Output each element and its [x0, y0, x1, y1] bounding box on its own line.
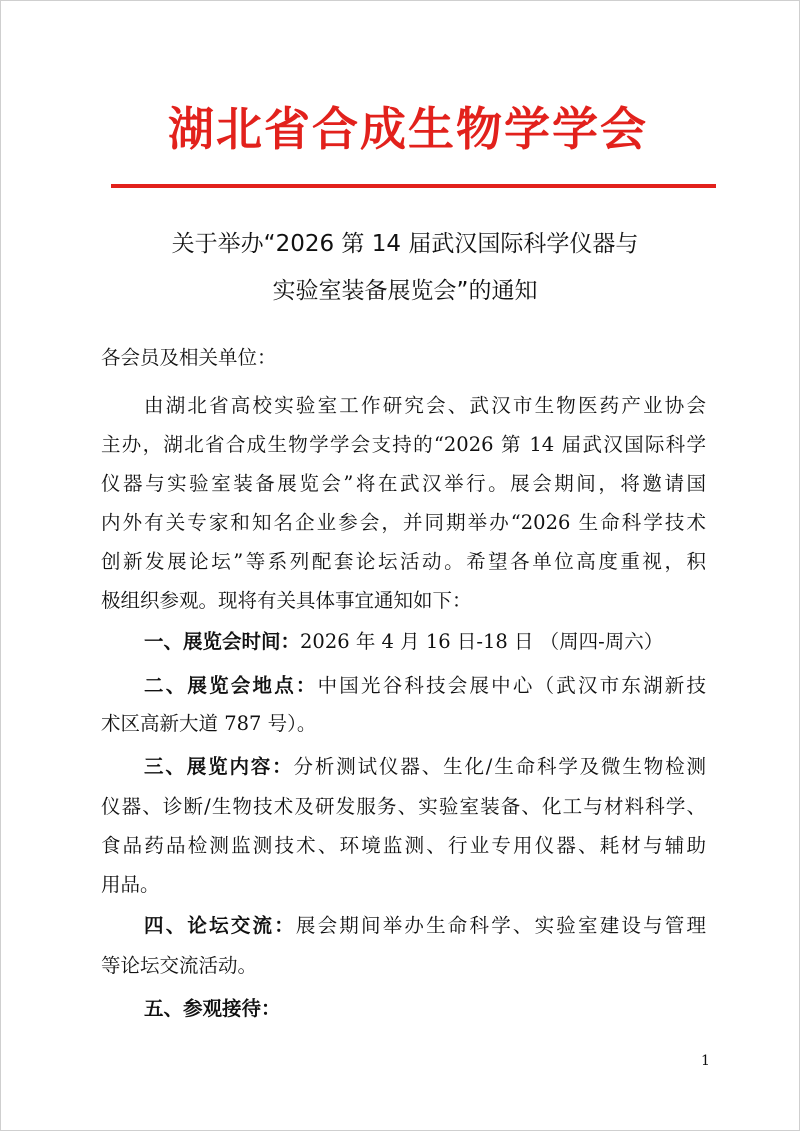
intro-line: 由湖北省高校实验室工作研究会、武汉市生物医药产业协会: [144, 394, 706, 417]
notice-title-line-2: 实验室装备展览会”的通知: [272, 278, 538, 304]
section-label: 一、展览会时间：: [144, 630, 301, 653]
intro-line: 主办，湖北省合成生物学学会支持的“2026 第 14 届武汉国际科学: [101, 433, 706, 456]
red-divider-line: [111, 184, 716, 188]
section-exhibition-venue: [144, 671, 706, 701]
section-text: 分析测试仪器、生化/生命科学及微生物检测: [293, 755, 706, 778]
intro-line: 仪器与实验室装备展览会”将在武汉举行。展会期间，将邀请国: [101, 472, 706, 495]
salutation: 各会员及相关单位：: [101, 346, 277, 369]
section-text-line: 仪器、诊断/生物技术及研发服务、实验室装备、化工与材料科学、: [101, 795, 706, 818]
intro-line: 极组织参观。现将有关具体事宜通知如下：: [101, 589, 472, 612]
section-forum-exchange: [144, 911, 706, 941]
section-text: 2026 年 4 月 16 日-18 日 （周四-周六）: [300, 630, 664, 653]
section-visit-reception: [144, 994, 706, 1024]
section-label: 五、参观接待：: [144, 997, 281, 1020]
page-number: 1: [701, 1053, 710, 1069]
intro-line: 创新发展论坛”等系列配套论坛活动。希望各单位高度重视，积: [101, 550, 706, 573]
section-text: 展会期间举办生命科学、实验室建设与管理: [295, 914, 706, 937]
section-label: 四、论坛交流：: [144, 914, 296, 937]
organization-header: 湖北省合成生物学学会: [168, 102, 648, 156]
section-label: 二、展览会地点：: [144, 674, 318, 697]
intro-line: 内外有关专家和知名企业参会，并同期举办“2026 生命科学技术: [101, 511, 706, 534]
section-text-line: 用品。: [101, 873, 160, 896]
section-exhibition-time: [144, 627, 706, 657]
section-text-line: 术区高新大道 787 号）。: [101, 712, 317, 735]
section-text-line: 食品药品检测监测技术、环境监测、行业专用仪器、耗材与辅助: [101, 834, 706, 857]
section-text: 中国光谷科技会展中心（武汉市东湖新技: [317, 674, 706, 697]
section-text-line: 等论坛交流活动。: [101, 954, 258, 977]
section-label: 三、展览内容：: [144, 755, 294, 778]
notice-title-line-1: 关于举办“2026 第 14 届武汉国际科学仪器与: [171, 231, 639, 257]
section-exhibition-content: [144, 752, 706, 782]
